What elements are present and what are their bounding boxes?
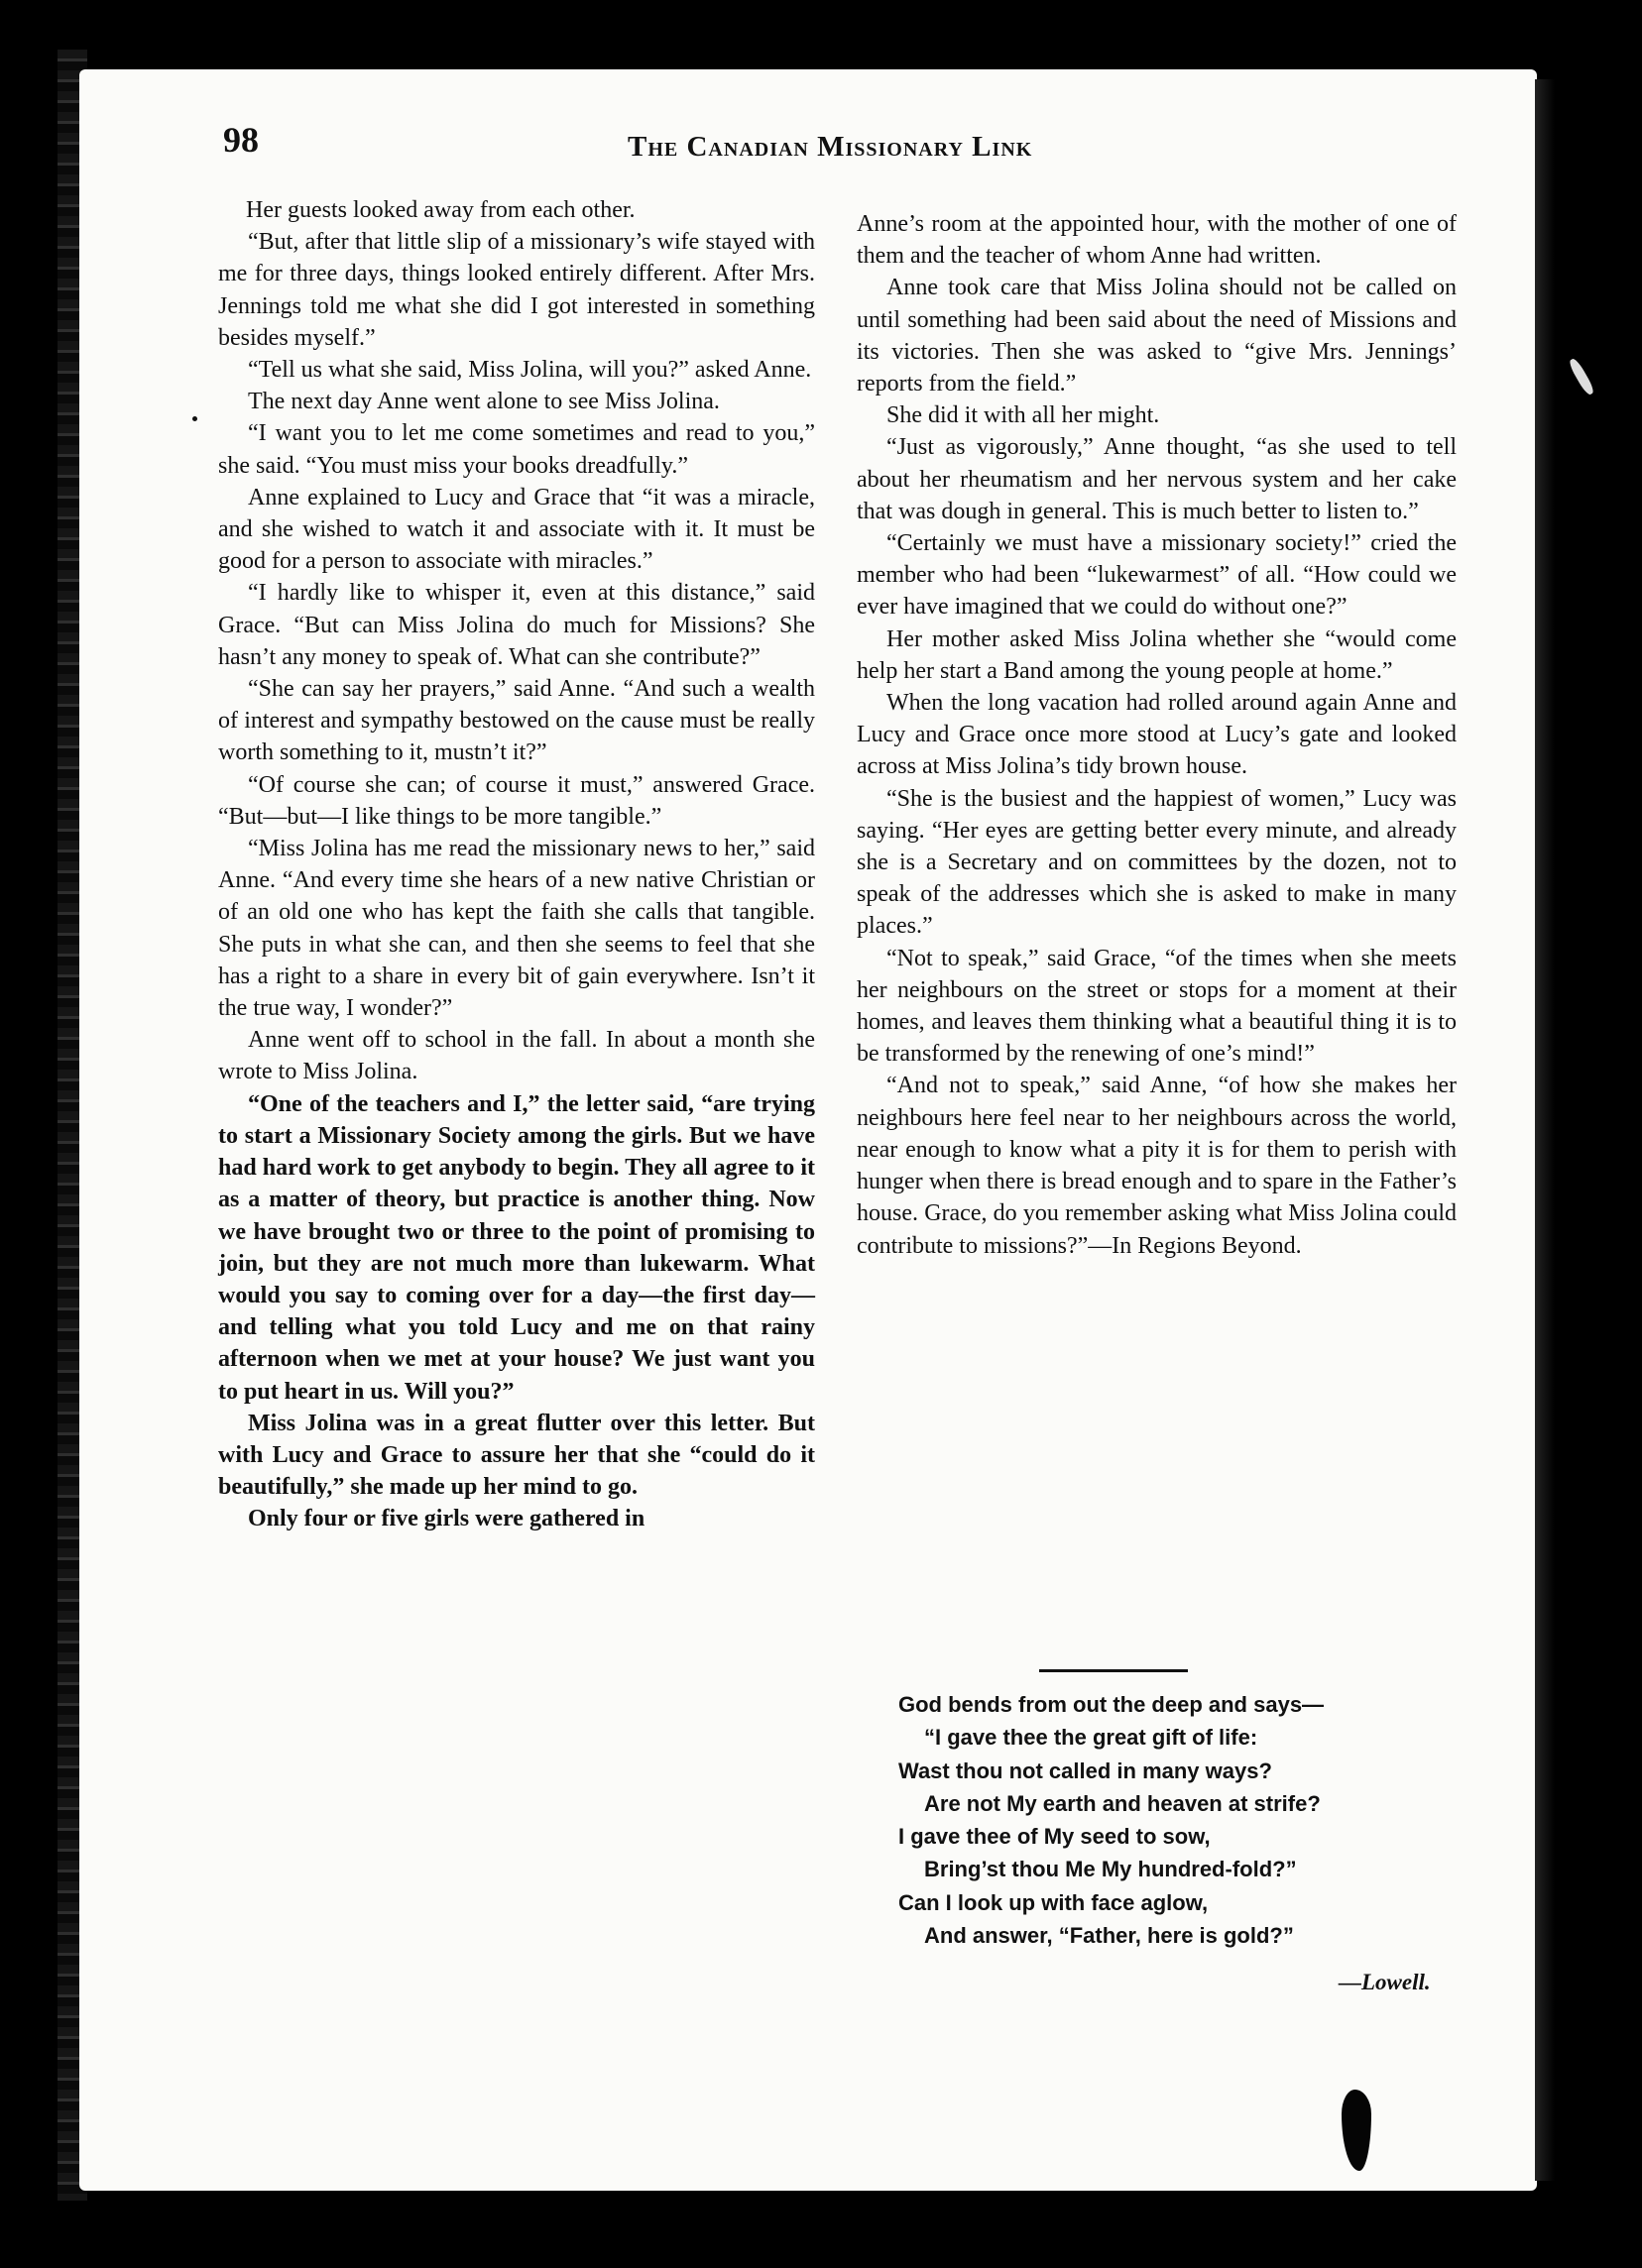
paragraph: “I want you to let me come sometimes and read to you,” she said. “You must miss your books dreadfully.” bbox=[218, 420, 815, 479]
paragraph: She did it with all her might. bbox=[886, 402, 1160, 429]
paragraph: “But, after that little slip of a missionary’s wife stayed with me for three days, things looked entirely different. After Mrs. Jennings told me what she did I got interested in something besides myself.” bbox=[218, 229, 815, 351]
paragraph: “Just as vigorously,” Anne thought, “as she used to tell about her rheumatism and her nervous system and her cake that was dough in general. This is much better to listen to.” bbox=[857, 434, 1457, 524]
poem-line: Are not My earth and heaven at strife? bbox=[924, 1790, 1321, 1816]
paragraph: Only four or five girls were gathered in bbox=[248, 1506, 645, 1532]
paragraph: Her guests looked away from each other. bbox=[246, 197, 636, 223]
paragraph: Miss Jolina was in a great flutter over this letter. But with Lucy and Grace to assure her that she “could do it beautifully,” she made up her mind to go. bbox=[218, 1410, 815, 1501]
poem-line: Bring’st thou Me My hundred-fold?” bbox=[924, 1857, 1297, 1882]
paragraph: Anne took care that Miss Jolina should not be called on until something had been said about the need of Missions and its victories. Then she was asked to “give Mrs. Jennings’ reports from the field.” bbox=[857, 275, 1457, 397]
page-shadow bbox=[1535, 79, 1555, 2181]
poem-line: “I gave thee the great gift of life: bbox=[924, 1725, 1258, 1751]
left-column bbox=[218, 194, 815, 1535]
paragraph: “Of course she can; of course it must,” answered Grace. “But—but—I like things to be more tangible.” bbox=[218, 771, 815, 830]
paragraph: “Miss Jolina has me read the missionary news to her,” said Anne. “And every time she hears of a new native Christian or of an old one who has kept the faith she calls that tangible. She puts in what she can, and then she seems to feel that she has a right to a share in every bit of gain everywhere. Isn’t it the true way, I wonder?” bbox=[218, 836, 815, 1022]
poem-line: Wast thou not called in many ways? bbox=[898, 1758, 1272, 1783]
page-number: 98 bbox=[223, 120, 259, 160]
paragraph: “I hardly like to whisper it, even at this distance,” said Grace. “But can Miss Jolina do much for Missions? She hasn’t any money to speak of. What can she contribute?” bbox=[218, 580, 815, 670]
paragraph: “Tell us what she said, Miss Jolina, will you?” asked Anne. bbox=[248, 357, 812, 384]
paragraph: Her mother asked Miss Jolina whether she “would come help her start a Band among the young people at home.” bbox=[857, 625, 1457, 684]
poem-line: Can I look up with face aglow, bbox=[898, 1889, 1209, 1915]
paragraph: The next day Anne went alone to see Miss Jolina. bbox=[248, 389, 720, 415]
paragraph: “She is the busiest and the happiest of women,” Lucy was saying. “Her eyes are getting better every minute, and already she is a Secretary and on committees by the dozen, not to speak of the addresses which she is asked to make in many places.” bbox=[857, 785, 1457, 940]
running-head: The Canadian Missionary Link bbox=[628, 131, 1033, 163]
paragraph: Anne’s room at the appointed hour, with the mother of one of them and the teacher of whom Anne had written. bbox=[857, 211, 1457, 270]
paragraph: “Not to speak,” said Grace, “of the times when she meets her neighbours on the street or stops for a moment at their homes, and leaves them thinking what a beautiful thing it is to be transformed by the renewing of one’s mind!” bbox=[857, 945, 1457, 1068]
paragraph: “Certainly we must have a missionary society!” cried the member who had been “lukewarmest” of all. “How could we ever have imagined that we could do without one?” bbox=[857, 530, 1457, 621]
scan-speck bbox=[1568, 357, 1596, 397]
scan-speck bbox=[192, 416, 197, 421]
paragraph: When the long vacation had rolled around again Anne and Lucy and Grace once more stood at Lucy’s gate and looked across at Miss Jolina’s tidy brown house. bbox=[857, 690, 1457, 780]
paragraph: Anne went off to school in the fall. In about a month she wrote to Miss Jolina. bbox=[218, 1027, 815, 1085]
right-column bbox=[857, 208, 1457, 1262]
poem bbox=[898, 1688, 1414, 1952]
paragraph: “One of the teachers and I,” the letter said, “are trying to start a Missionary Society among the girls. But we have had hard work to get anybody to begin. They all agree to it as a matter of theory, but practice is another thing. Now we have brought two or three to the point of promising to join, but they are not much more than lukewarm. What would you say to coming over for a day—the first day—and telling what you told Lucy and me on that rainy afternoon when we met at your house? We just want you to put heart in us. Will you?” bbox=[218, 1090, 815, 1405]
poem-line: I gave thee of My seed to sow, bbox=[898, 1824, 1211, 1850]
paragraph: “And not to speak,” said Anne, “of how she makes her neighbours here feel near to her neighbours across the world, near enough to know what a pity it is for them to perish with hunger when there is bread enough and to spare in the Father’s house. Grace, do you remember asking what Miss Jolina could contribute to missions?”—In Regions Beyond. bbox=[857, 1073, 1457, 1259]
poem-line: And answer, “Father, here is gold?” bbox=[924, 1923, 1294, 1949]
poem-line: God bends from out the deep and says— bbox=[898, 1692, 1325, 1717]
section-divider bbox=[1039, 1669, 1188, 1672]
paragraph: “She can say her prayers,” said Anne. “And such a wealth of interest and sympathy bestowed on the cause must be really worth something to it, mustn’t it?” bbox=[218, 676, 815, 766]
paragraph: Anne explained to Lucy and Grace that “it was a miracle, and she wished to watch it and associate with it. It must be good for a person to associate with miracles.” bbox=[218, 484, 815, 575]
poem-attribution: —Lowell. bbox=[1339, 1970, 1431, 1994]
